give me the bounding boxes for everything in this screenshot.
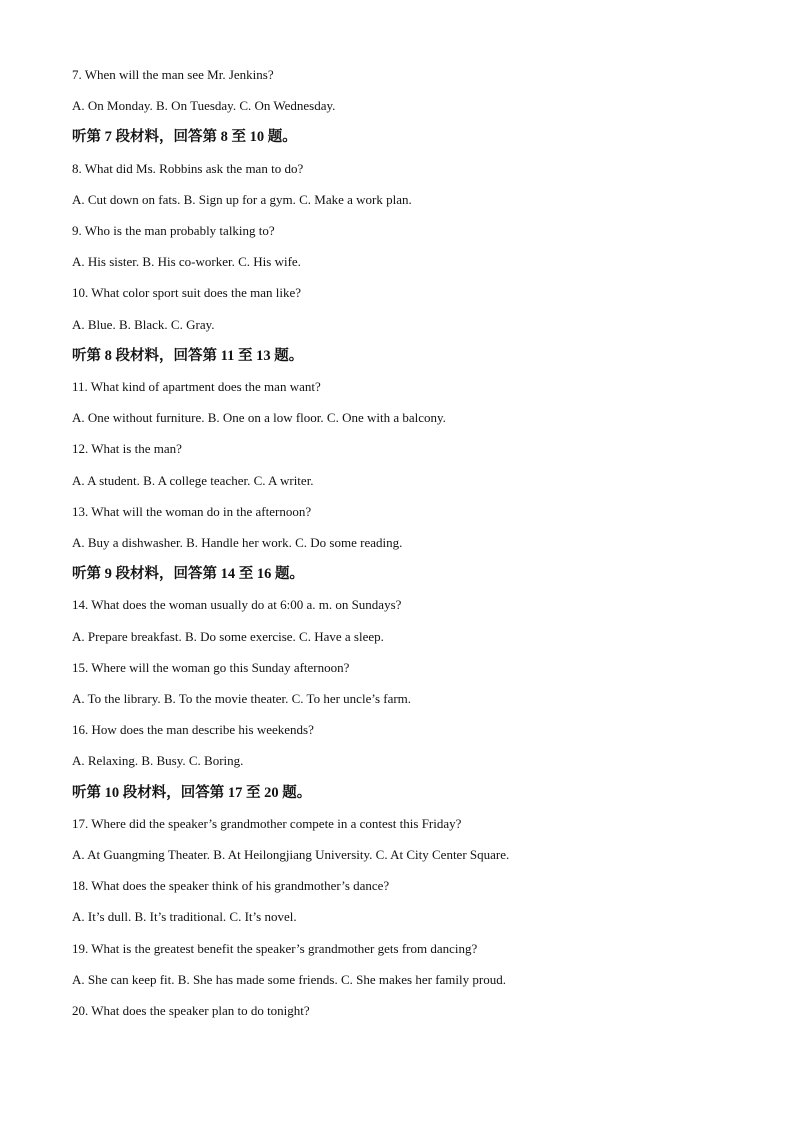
- question-text: 7. When will the man see Mr. Jenkins?: [72, 67, 274, 82]
- answer-options: A. At Guangming Theater. B. At Heilongjiang University. C. At City Center Square.: [72, 847, 510, 862]
- answer-options: A. Prepare breakfast. B. Do some exercise. C. Have a sleep.: [72, 628, 384, 644]
- answer-options: A. His sister. B. His co-worker. C. His wife.: [72, 254, 301, 270]
- question-text: 8. What did Ms. Robbins ask the man to do?: [72, 160, 304, 176]
- question-text: 18. What does the speaker think of his grandmother’s dance?: [72, 878, 390, 894]
- question-text: 14. What does the woman usually do at 6:00 a. m. on Sundays?: [72, 597, 402, 613]
- question-text: 17. Where did the speaker’s grandmother compete in a contest this Friday?: [72, 815, 462, 831]
- answer-options: A. To the library. B. To the movie theater. C. To her uncle’s farm.: [72, 691, 412, 706]
- question-text: 12. What is the man?: [72, 441, 182, 457]
- answer-options: A. One without furniture. B. One on a low floor. C. One with a balcony.: [72, 410, 446, 426]
- section-heading: 听第 10 段材料，回答第 17 至 20 题。: [72, 784, 312, 801]
- answer-options: A. It’s dull. B. It’s traditional. C. It’s novel.: [72, 909, 297, 925]
- answer-options: A. Cut down on fats. B. Sign up for a gym. C. Make a work plan.: [72, 191, 412, 207]
- answer-options: A. She can keep fit. B. She has made some friends. C. She makes her family proud.: [72, 971, 506, 987]
- answer-options: A. A student. B. A college teacher. C. A writer.: [72, 472, 314, 488]
- section-heading: 听第 9 段材料，回答第 14 至 16 题。: [72, 566, 304, 583]
- question-text: 11. What kind of apartment does the man want?: [72, 379, 321, 394]
- question-text: 16. How does the man describe his weekends?: [72, 722, 314, 738]
- question-text: 9. Who is the man probably talking to?: [72, 223, 275, 238]
- question-text: 15. Where will the woman go this Sunday afternoon?: [72, 659, 350, 675]
- answer-options: A. Relaxing. B. Busy. C. Boring.: [72, 753, 244, 769]
- answer-options: A. On Monday. B. On Tuesday. C. On Wednesday.: [72, 98, 336, 114]
- question-text: 10. What color sport suit does the man like?: [72, 285, 302, 301]
- section-heading: 听第 7 段材料，回答第 8 至 10 题。: [72, 129, 297, 146]
- answer-options: A. Buy a dishwasher. B. Handle her work. C. Do some reading.: [72, 535, 403, 550]
- question-text: 20. What does the speaker plan to do tonight?: [72, 1003, 310, 1018]
- question-text: 19. What is the greatest benefit the speaker’s grandmother gets from dancing?: [72, 940, 478, 956]
- question-text: 13. What will the woman do in the afternoon?: [72, 503, 312, 519]
- answer-options: A. Blue. B. Black. C. Gray.: [72, 316, 215, 332]
- section-heading: 听第 8 段材料，回答第 11 至 13 题。: [72, 347, 304, 364]
